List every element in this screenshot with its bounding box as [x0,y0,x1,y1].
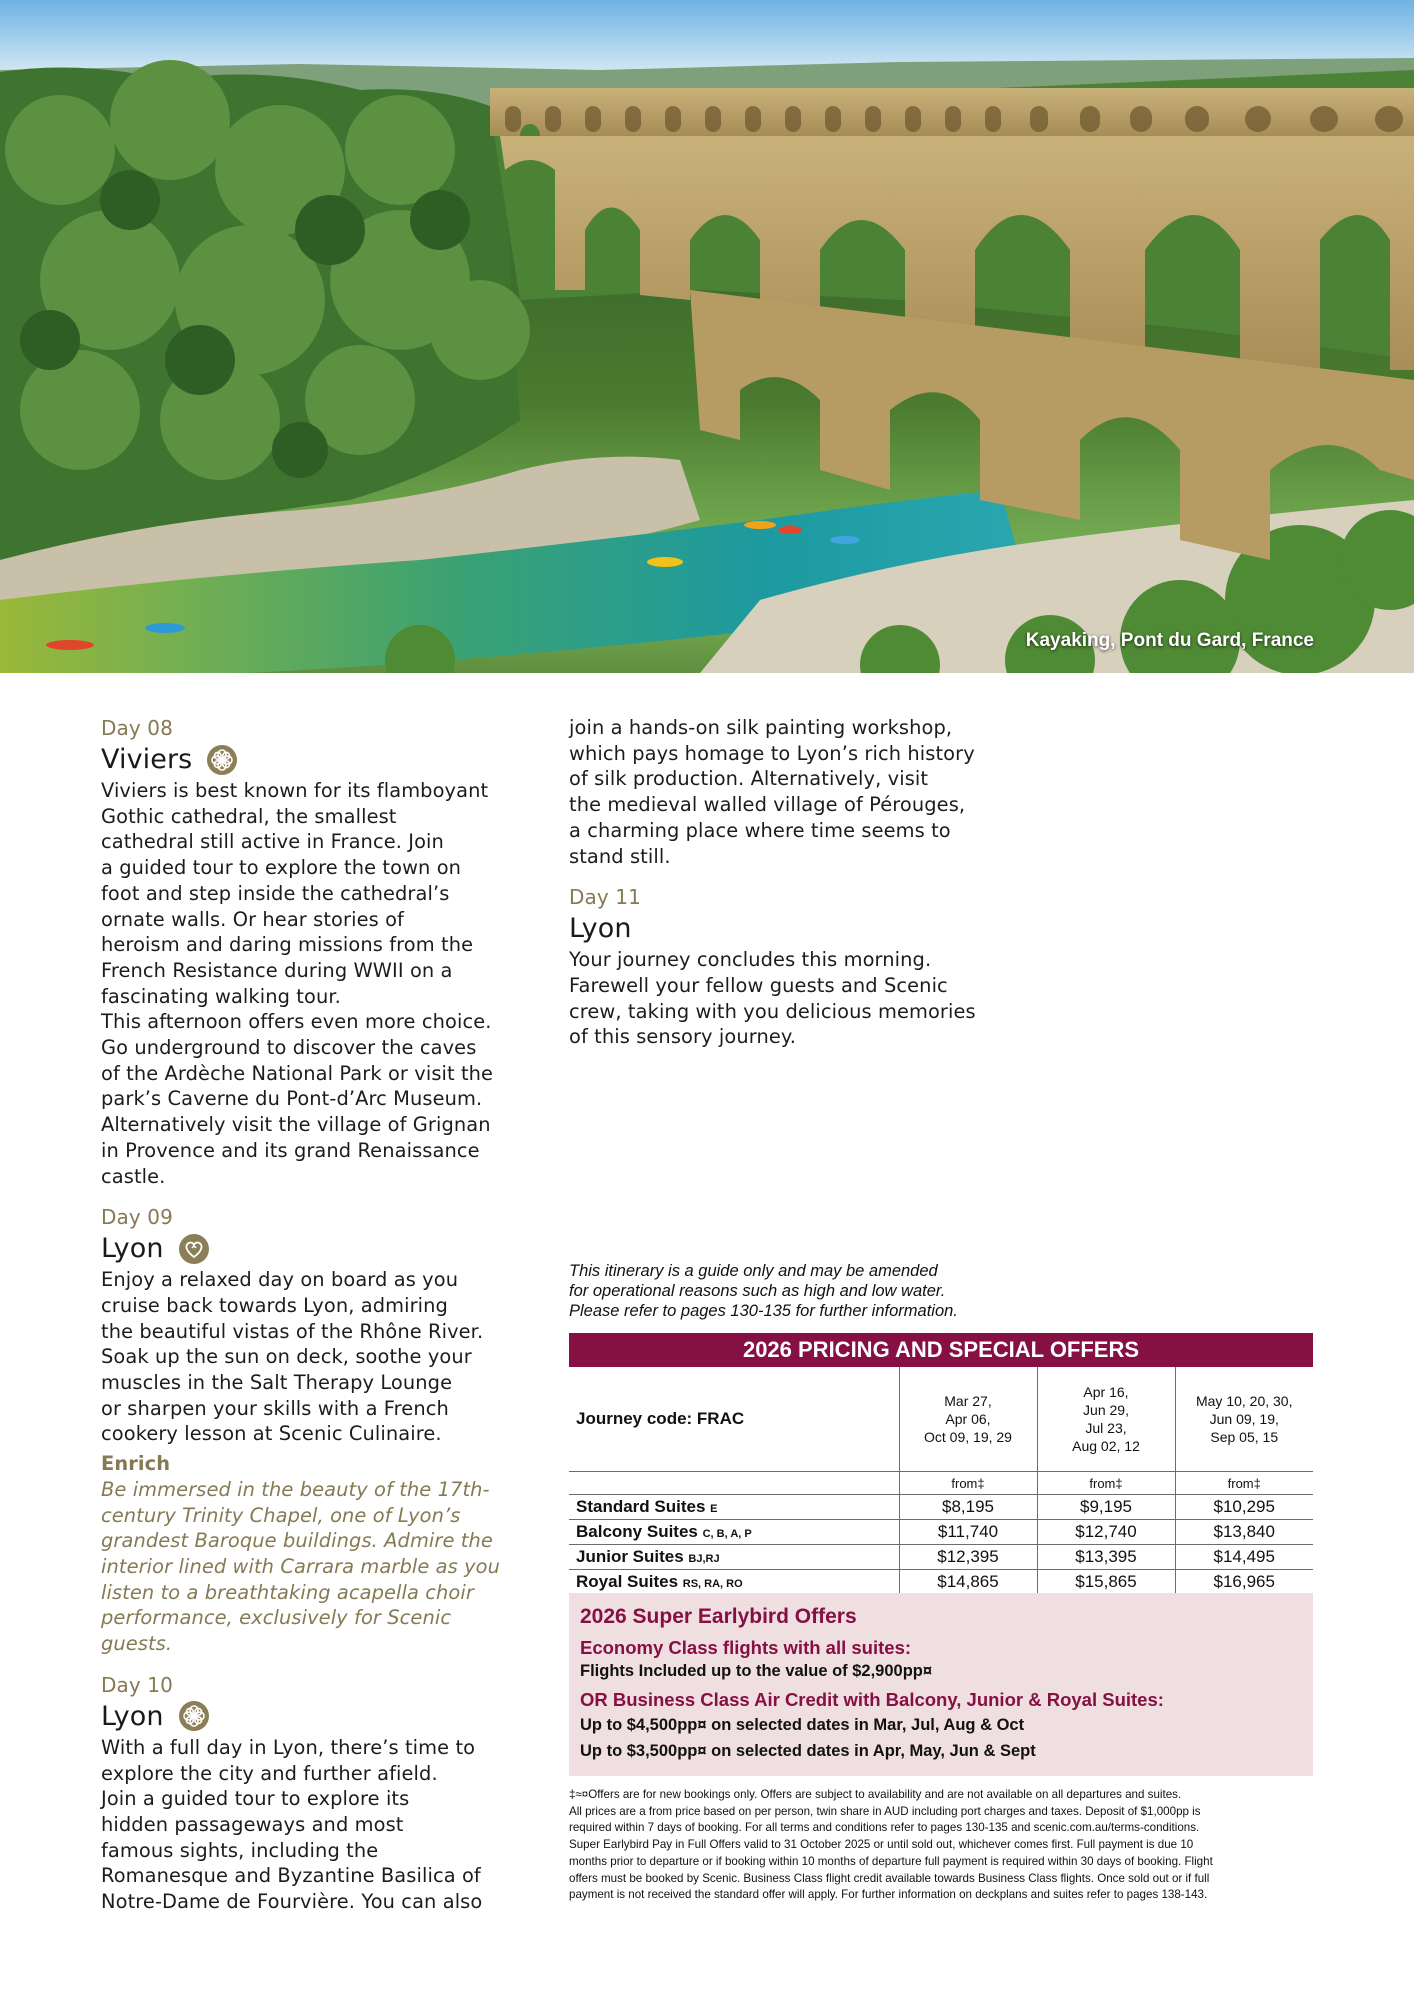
hero-photo [0,0,1414,673]
price-cell: $9,195 [1037,1495,1175,1520]
price-cell: $8,195 [899,1495,1037,1520]
text-line: ‡≈¤Offers are for new bookings only. Offers are subject to availability and are not available on all departures and suites. [569,1788,1182,1801]
price-cell: $13,395 [1037,1545,1175,1570]
business-offer-heading: OR Business Class Air Credit with Balcony, Junior & Royal Suites: [580,1689,1164,1710]
text-line: explore the city and further afield. [101,1761,438,1785]
suite-label: Junior Suites [576,1547,684,1566]
day-11-title [569,912,999,945]
day-10-title-text: Lyon [101,1700,164,1732]
text-line: Join a guided tour to explore its [101,1787,410,1811]
text-line: stand still. [569,844,671,868]
suite-codes: BJ,RJ [688,1553,720,1565]
price-cell: $11,740 [899,1520,1037,1545]
enrich-paragraph [101,1477,511,1657]
price-cell: $12,740 [1037,1520,1175,1545]
pricing-title: 2026 PRICING AND SPECIAL OFFERS [569,1333,1313,1367]
date-line: Oct 09, 19, 29 [924,1429,1012,1445]
text-line: famous sights, including the [101,1838,379,1862]
text-line: or sharpen your skills with a French [101,1396,449,1420]
text-line: castle. [101,1164,166,1188]
earlybird-offers-box [569,1593,1313,1776]
suite-label: Balcony Suites [576,1522,698,1541]
text-line: With a full day in Lyon, there’s time to [101,1735,476,1759]
pricing-table [569,1367,1313,1595]
day-10-title [101,1700,511,1733]
itinerary-disclaimer [569,1261,1029,1321]
offers-title: 2026 Super Earlybird Offers [580,1605,857,1628]
suite-label: Standard Suites [576,1497,706,1516]
day-10-label: Day 10 [101,1672,173,1697]
itinerary-column-right [569,715,999,1050]
price-cell: $14,865 [899,1570,1037,1595]
day-08-label: Day 08 [101,716,173,740]
journey-code: Journey code: FRAC [569,1367,899,1472]
date-line: Aug 02, 12 [1072,1438,1140,1454]
suite-label: Royal Suites [576,1572,679,1591]
text-line: the beautiful vistas of the Rhône River. [101,1319,484,1343]
day-11-title-text: Lyon [569,913,632,945]
text-line: crew, taking with you delicious memories [569,999,976,1023]
text-line: Soak up the sun on deck, soothe your [101,1345,472,1369]
suite-codes: RS, RA, RO [682,1578,743,1590]
date-line: Jul 23, [1085,1420,1127,1436]
day-08-paragraph-1 [101,778,511,1009]
text-line: park’s Caverne du Pont-d’Arc Museum. [101,1087,483,1111]
flower-badge-icon [206,744,238,776]
text-line: French Resistance during WWII on a [101,958,453,982]
day-09-paragraph-1 [101,1267,511,1447]
text-line: This itinerary is a guide only and may be amended [569,1262,938,1280]
text-line: a charming place where time seems to [569,818,951,842]
flower-badge-icon [178,1700,210,1732]
text-line: in Provence and its grand Renaissance [101,1138,480,1162]
text-line: muscles in the Salt Therapy Lounge [101,1371,453,1395]
from-label: from‡ [1037,1472,1175,1495]
date-line: Jun 09, 19, [1209,1411,1279,1427]
business-offer-line-2: Up to $3,500pp¤ on selected dates in Apr, May, Jun & Sept [580,1742,1036,1760]
day-09-title-text: Lyon [101,1233,164,1265]
text-line: All prices are a from price based on per person, twin share in AUD including port charges and taxes. Deposit of $1,000pp is [569,1804,1201,1818]
text-line: foot and step inside the cathedral’s [101,881,450,905]
text-line: Gothic cathedral, the smallest [101,804,397,828]
suite-codes: E [710,1503,718,1515]
text-line: Romanesque and Byzantine Basilica of [101,1864,481,1888]
date-line: Jun 29, [1083,1402,1129,1418]
text-line: Super Earlybird Pay in Full Offers valid to 31 October 2025 or until sold out, whichever comes first. Full payment is due 10 [569,1838,1194,1852]
text-line: fascinating walking tour. [101,984,341,1008]
date-line: Sep 05, 15 [1210,1429,1279,1445]
text-line: Viviers is best known for its flamboyant [101,779,489,802]
table-row [569,1520,1313,1545]
text-line: heroism and daring missions from the [101,933,474,957]
text-line: offers must be booked by Scenic. Business Class flight credit available towards Business Class flights. Once sold out or if full [569,1871,1210,1885]
day-10-paragraph-continued [569,715,999,869]
from-label: from‡ [1175,1472,1313,1495]
date-column-2 [1037,1367,1175,1472]
text-line: required within 7 days of booking. For all terms and conditions refer to pages 130-135 and scenic.com.au/terms-conditions. [569,1821,1200,1835]
text-line: cathedral still active in France. Join [101,830,444,854]
text-line: payment is not received the standard offer will apply. For further information on deckplans and suites refer to pages 138-143. [569,1888,1208,1902]
text-line: join a hands-on silk painting workshop, [569,716,953,739]
photo-caption: Kayaking, Pont du Gard, France [1025,630,1314,651]
day-08-title-text: Viviers [101,744,193,775]
text-line: Enjoy a relaxed day on board as you [101,1268,459,1292]
terms-fine-print [569,1787,1317,1904]
enrich-heading: Enrich [101,1452,171,1476]
date-column-1 [899,1367,1037,1472]
date-column-3 [1175,1367,1313,1472]
text-line: ornate walls. Or hear stories of [101,907,404,931]
table-row [569,1570,1313,1595]
text-line: cookery lesson at Scenic Culinaire. [101,1422,442,1446]
text-line: of the Ardèche National Park or visit the [101,1061,494,1085]
text-line: cruise back towards Lyon, admiring [101,1293,448,1317]
text-line: the medieval walled village of Pérouges, [569,793,966,817]
aqueduct-illustration [0,0,1414,673]
text-line: of silk production. Alternatively, visit [569,767,929,791]
price-cell: $12,395 [899,1545,1037,1570]
suite-name [569,1520,899,1545]
itinerary-column-left [101,715,511,1915]
price-cell: $16,965 [1175,1570,1313,1595]
text-line: months prior to departure or if booking within 10 months of departure full payment is required within 30 days of booking. Flight [569,1854,1213,1868]
date-line: Apr 16, [1083,1384,1129,1400]
from-row [569,1472,1313,1495]
table-row [569,1545,1313,1570]
price-cell: $10,295 [1175,1495,1313,1520]
day-09-label: Day 09 [101,1205,173,1230]
day-11-label: Day 11 [569,885,641,910]
table-row [569,1495,1313,1520]
suite-name [569,1570,899,1595]
text-line: performance, exclusively for Scenic guests. [101,1606,452,1656]
text-line: grandest Baroque buildings. Admire the [101,1529,493,1553]
text-line: Please refer to pages 130-135 for further information. [569,1302,958,1320]
economy-offer-line: Flights Included up to the value of $2,900pp¤ [580,1662,933,1680]
price-cell: $13,840 [1175,1520,1313,1545]
text-line: This afternoon offers even more choice. [101,1010,492,1034]
text-line: Go underground to discover the caves [101,1036,477,1060]
day-08-title [101,743,511,776]
business-offer-line-1: Up to $4,500pp¤ on selected dates in Mar, Jul, Aug & Oct [580,1716,1025,1734]
text-line: a guided tour to explore the town on [101,856,462,880]
text-line: Your journey concludes this morning. [569,948,932,972]
text-line: Alternatively visit the village of Grignan [101,1113,491,1137]
text-line: Be immersed in the beauty of the 17th- [101,1477,490,1501]
text-line: of this sensory journey. [569,1025,796,1049]
day-11-paragraph-1 [569,947,999,1050]
suite-name [569,1495,899,1520]
text-line: hidden passageways and most [101,1812,404,1836]
date-line: Mar 27, [944,1393,992,1409]
suite-codes: C, B, A, P [702,1528,752,1540]
table-header-row [569,1367,1313,1472]
text-line: which pays homage to Lyon’s rich history [569,741,975,765]
day-08-paragraph-2 [101,1009,511,1189]
day-10-paragraph-1 [101,1735,511,1915]
text-line: century Trinity Chapel, one of Lyon’s [101,1503,461,1527]
from-label: from‡ [899,1472,1037,1495]
price-cell: $14,495 [1175,1545,1313,1570]
heart-badge-icon [178,1233,210,1265]
text-line: listen to a breathtaking acapella choir [101,1580,474,1604]
text-line: for operational reasons such as high and low water. [569,1282,946,1300]
text-line: Farewell your fellow guests and Scenic [569,973,948,997]
text-line: Notre-Dame de Fourvière. You can also [101,1890,483,1914]
suite-name [569,1545,899,1570]
date-line: Apr 06, [945,1411,991,1427]
economy-offer-heading: Economy Class flights with all suites: [580,1637,912,1658]
text-line: interior lined with Carrara marble as you [101,1554,501,1578]
day-09-title [101,1232,511,1265]
date-line: May 10, 20, 30, [1195,1393,1293,1409]
price-cell: $15,865 [1037,1570,1175,1595]
